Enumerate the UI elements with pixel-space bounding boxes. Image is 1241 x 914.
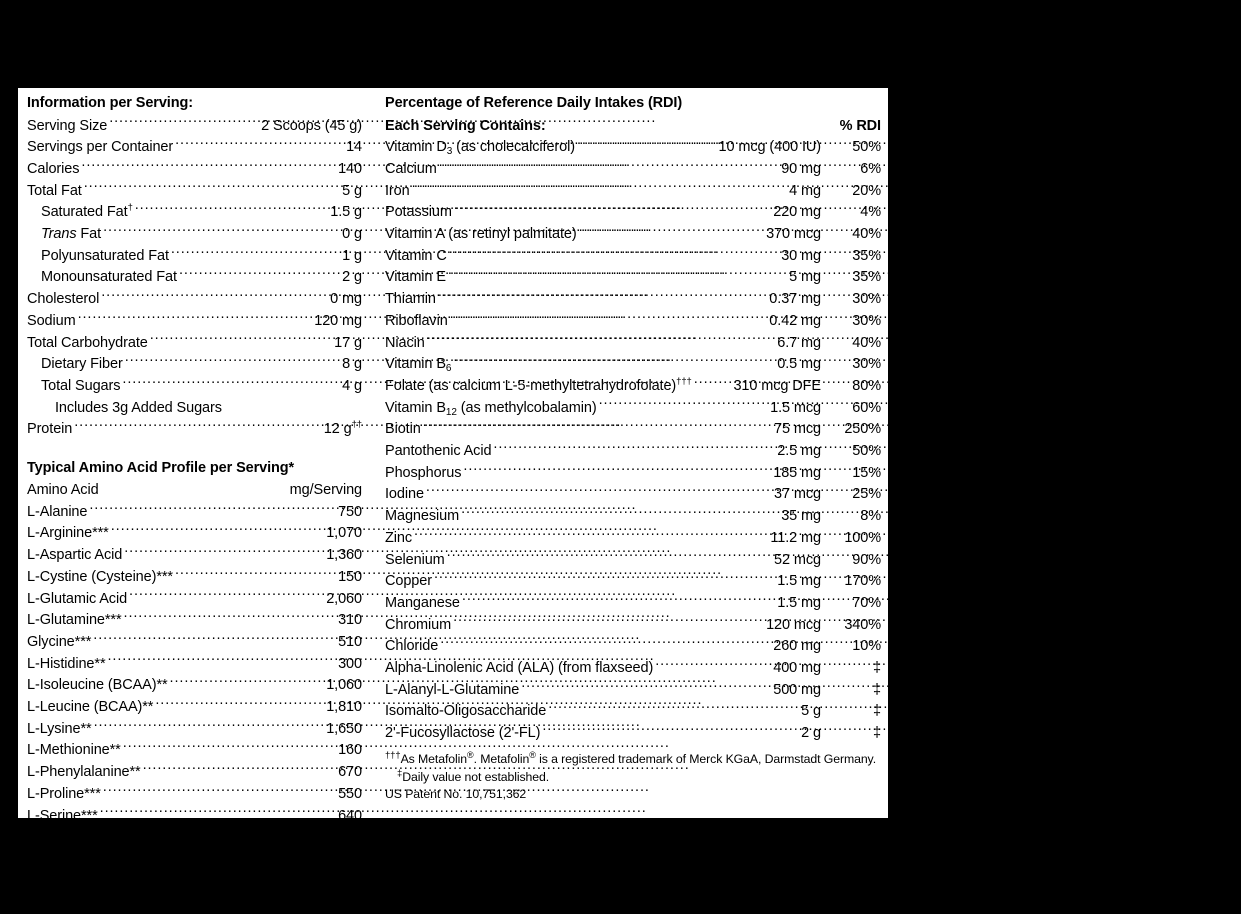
leader-dots: [111, 523, 324, 538]
leader-dots: [438, 289, 767, 304]
rdi-value: 90%: [852, 551, 881, 568]
leader-dots: [450, 310, 768, 325]
nutrient-amount: 150: [338, 568, 362, 585]
rdi-value: 250%: [844, 421, 881, 438]
leader-dots: [426, 484, 772, 499]
rdi-value: ‡: [873, 681, 881, 698]
leader-dots: [135, 202, 329, 217]
rdi-value: 25%: [852, 486, 881, 503]
nutrient-amount: 2 g: [342, 269, 362, 286]
nutrient-label: L-Threonine**: [27, 829, 116, 846]
nutrient-label: Total Carbohydrate: [27, 334, 148, 351]
rdi-value: 10%: [852, 638, 881, 655]
nutrient-amount: 260 mg: [773, 638, 821, 655]
nutrient-label: Servings per Container: [27, 139, 174, 156]
nutrient-amount: 1.5 g: [330, 204, 362, 221]
nutrient-label: Sodium: [27, 312, 76, 329]
registered-trademark-icon: ®: [529, 750, 536, 761]
rdi-value: 70%: [852, 594, 881, 611]
leader-dots: [448, 267, 787, 282]
nutrient-amount: 750: [338, 503, 362, 520]
nutrient-amount: 300: [338, 655, 362, 672]
nutrient-amount: 2 g: [801, 725, 821, 742]
nutrient-amount: 120 mcg: [766, 616, 821, 633]
leader-dots: [74, 419, 322, 434]
nutrient-label: Zinc: [385, 529, 412, 546]
rdi-value: 40%: [852, 334, 881, 351]
nutrient-amount: 2.5 mg: [777, 443, 821, 460]
nutrient-label: Selenium: [385, 551, 445, 568]
nutrient-amount: 1 g: [342, 247, 362, 264]
nutrient-amount: 5 g: [801, 703, 821, 720]
nutrient-label: Niacin: [385, 334, 425, 351]
nutrient-row: [27, 892, 362, 914]
rdi-title: Percentage of Reference Daily Intakes (RDI): [385, 95, 683, 111]
nutrient-label: Serving Size: [27, 117, 108, 134]
nutrient-amount: 5 mg: [789, 269, 821, 286]
nutrient-amount: 4 mg: [789, 182, 821, 199]
nutrient-label: L-Histidine**: [27, 655, 106, 672]
nutrient-amount: 1,650: [326, 720, 362, 737]
leader-dots: [144, 892, 324, 907]
leader-dots: [94, 718, 325, 733]
nutrient-amount: 12 g††: [323, 419, 362, 438]
nutrient-amount: 10 mcg (400 IU): [718, 139, 821, 156]
leader-dots: [440, 636, 771, 651]
nutrient-amount: 75 mcg: [774, 421, 821, 438]
leader-dots: [124, 545, 324, 560]
leader-dots: [100, 805, 336, 820]
italic-term: Trans: [41, 226, 77, 243]
leader-dots: [463, 462, 771, 477]
nutrient-amount: 310: [338, 612, 362, 629]
leader-dots: [548, 115, 821, 130]
nutrient-amount: 17 g: [334, 334, 362, 351]
leader-dots: [412, 180, 788, 195]
nutrient-amount: 640: [338, 807, 362, 824]
nutrient-label: Dietary Fiber: [41, 356, 123, 373]
nutrient-amount: 400 mg: [773, 660, 821, 677]
nutrient-row: [27, 419, 362, 441]
rdi-value: 340%: [844, 616, 881, 633]
leader-dots: [694, 375, 732, 390]
rdi-value: 15%: [852, 464, 881, 481]
nutrient-amount: 1,190: [326, 894, 362, 911]
rdi-value: 40%: [852, 226, 881, 243]
leader-dots: [150, 332, 332, 347]
rdi-value: 30%: [852, 312, 881, 329]
leader-dots: [103, 224, 340, 239]
nutrient-amount: 0.37 mg: [769, 291, 821, 308]
amino-acid-profile-title: Typical Amino Acid Profile per Serving*: [27, 459, 295, 476]
nutrient-amount: 0.42 mg: [769, 312, 821, 329]
nutrient-amount: 90 mg: [781, 160, 821, 177]
nutrient-amount: 0 g: [342, 226, 362, 243]
nutrient-label: L-Glutamic Acid: [27, 590, 128, 607]
leader-dots: [170, 675, 325, 690]
nutrient-amount: 2,060: [326, 590, 362, 607]
nutrient-label: L-Cystine (Cysteine)***: [27, 568, 173, 585]
each-serving-contains-label: Each Serving Contains:: [385, 117, 546, 134]
serving-rows-list: [27, 115, 362, 441]
leader-dots: [78, 310, 313, 325]
nutrient-label: L-Leucine (BCAA)**: [27, 699, 154, 716]
nutrient-label: Vitamin A (as retinyl palmitate): [385, 226, 577, 243]
section-spacer: [27, 441, 362, 458]
nutrient-amount: 1,360: [326, 547, 362, 564]
leader-dots: [155, 697, 324, 712]
leader-dots: [449, 245, 779, 260]
amino-header-label: Amino Acid: [27, 482, 99, 499]
nutrient-amount: 140: [338, 160, 362, 177]
leader-dots: [89, 501, 336, 516]
leader-dots: [125, 849, 337, 864]
leader-dots: [453, 614, 764, 629]
nutrient-amount: 1,060: [326, 677, 362, 694]
amino-rows-list: [27, 501, 362, 913]
nutrient-label: L-Tryptophan**: [27, 851, 123, 867]
subscript: 3: [446, 146, 453, 158]
leader-dots: [81, 158, 336, 173]
rdi-value: 35%: [852, 247, 881, 264]
nutrient-label: L-Methionine**: [27, 742, 121, 759]
footnote-marker: ††: [351, 419, 362, 431]
rdi-value: 30%: [852, 356, 881, 373]
nutrient-label: L-Serine***: [27, 807, 98, 824]
rdi-value: 60%: [852, 399, 881, 416]
subscript: 12: [445, 406, 457, 418]
nutrient-label: Includes 3g Added Sugars: [55, 399, 222, 416]
nutrient-amount: 1,070: [326, 525, 362, 542]
nutrition-facts-panel: [18, 88, 888, 911]
nutrient-amount: 510: [338, 633, 362, 650]
footnote-daily-value-text: Daily value not established.: [402, 769, 550, 784]
leader-dots: [101, 289, 328, 304]
registered-trademark-icon: ®: [467, 750, 474, 761]
nutrient-label: L-Phenylalanine**: [27, 764, 141, 781]
leader-dots: [179, 267, 340, 282]
leader-dots: [447, 549, 772, 564]
nutrient-label: Trans Fat: [41, 226, 102, 243]
leader-dots: [175, 566, 336, 581]
nutrient-amount: 37 mcg: [774, 486, 821, 503]
leader-dots: [439, 158, 780, 173]
nutrient-label: Calories: [27, 160, 80, 177]
leader-dots: [93, 631, 336, 646]
footnote-marker: †††: [676, 376, 692, 388]
nutrient-label: Cholesterol: [27, 291, 100, 308]
leader-dots: [548, 701, 799, 716]
leader-dots: [117, 827, 336, 842]
nutrient-amount: 550: [338, 785, 362, 802]
rdi-value: 8%: [860, 508, 881, 525]
nutrient-amount: 120 mg: [314, 312, 362, 329]
rdi-value: 80%: [852, 377, 881, 394]
nutrient-label: Magnesium: [385, 508, 460, 525]
amino-header-amount: mg/Serving: [289, 482, 362, 499]
nutrient-label: Phosphorus: [385, 464, 462, 481]
leader-dots: [599, 397, 769, 412]
nutrient-amount: 30 mg: [781, 247, 821, 264]
nutrient-label: Saturated Fat†: [41, 202, 133, 221]
nutrient-label: Copper: [385, 573, 432, 590]
nutrient-label: L-Glutamine***: [27, 612, 122, 629]
nutrient-label: L-Lysine**: [27, 720, 92, 737]
footnote-daily-value: [385, 769, 881, 787]
footnote-marker: †: [127, 202, 133, 214]
rdi-value: 100%: [844, 529, 881, 546]
nutrient-amount: 14: [346, 139, 362, 156]
nutrient-amount: 470: [338, 829, 362, 846]
nutrient-amount: 6.7 mg: [777, 334, 821, 351]
nutrient-row: [385, 723, 881, 745]
nutrient-amount: 160: [338, 742, 362, 759]
nutrient-row: [27, 375, 362, 397]
nutrient-label: Iron: [385, 182, 410, 199]
nutrient-label: Iodine: [385, 486, 424, 503]
rdi-value: 20%: [852, 182, 881, 199]
leader-dots: [175, 137, 344, 152]
rdi-value: ‡: [873, 725, 881, 742]
nutrient-label: Alpha-Linolenic Acid (ALA) (from flaxseed): [385, 660, 654, 677]
leader-dots: [423, 419, 772, 434]
nutrient-label: L-Isoleucine (BCAA)**: [27, 677, 168, 694]
nutrient-label: L-Proline***: [27, 785, 101, 802]
leader-dots: [101, 480, 288, 495]
nutrient-label: Biotin: [385, 421, 421, 438]
rdi-value: 6%: [860, 160, 881, 177]
leader-dots: [655, 658, 771, 673]
nutrient-label: Thiamin: [385, 291, 436, 308]
nutrient-amount: 11.2 mg: [770, 529, 821, 546]
rdi-value: ‡: [873, 660, 881, 677]
nutrient-label: Vitamin $B_6$: [385, 356, 452, 375]
nutrient-label: L-Alanyl-L-Glutamine: [385, 681, 520, 698]
nutrient-label: Pantothenic Acid: [385, 443, 492, 460]
nutrient-amount: 0.5 mg: [777, 356, 821, 373]
nutrient-label: Total Fat: [27, 182, 82, 199]
leader-dots: [125, 354, 340, 369]
nutrient-label: Calcium: [385, 160, 437, 177]
leader-dots: [462, 592, 775, 607]
nutrient-label: Total Sugars: [41, 377, 121, 394]
leader-dots: [103, 783, 336, 798]
nutrient-amount: 130: [338, 851, 362, 867]
leader-dots: [453, 354, 775, 369]
rdi-value: 50%: [852, 139, 881, 156]
nutrient-label: L-Arginine***: [27, 525, 109, 542]
nutrient-label: Protein: [27, 421, 73, 438]
leader-dots: [521, 679, 771, 694]
nutrient-label: Vitamin $B_{12}$ (as methylcobalamin): [385, 399, 597, 418]
leader-dots: [109, 115, 259, 130]
nutrient-label: Glycine***: [27, 633, 92, 650]
nutrient-amount: 5 g: [342, 182, 362, 199]
nutrient-amount: 670: [338, 764, 362, 781]
footnote-metafolin-text-b: . Metafolin: [473, 752, 530, 767]
nutrient-amount: 1.5 mg: [777, 594, 821, 611]
nutrient-label: Monounsaturated Fat: [41, 269, 177, 286]
leader-dots: [129, 588, 324, 603]
footnote-patent: US Patent No. 10,751,362: [385, 787, 527, 802]
leader-dots: [577, 137, 717, 152]
nutrient-label: Manganese: [385, 594, 460, 611]
leader-dots: [171, 245, 340, 260]
rdi-column-header: % RDI: [839, 117, 881, 134]
leader-dots: [112, 870, 336, 885]
leader-dots: [579, 224, 765, 239]
nutrient-amount: 310 mcg DFE: [733, 377, 821, 394]
rdi-value: 35%: [852, 269, 881, 286]
leader-dots: [427, 332, 776, 347]
leader-dots: [493, 441, 775, 456]
footnote-marker-triple-dagger: †††: [385, 750, 401, 762]
nutrient-label: L-Valine (BCAA)**: [27, 894, 142, 911]
leader-dots: [143, 762, 337, 777]
nutrient-amount: 1.5 mg: [777, 573, 821, 590]
rdi-value: 30%: [852, 291, 881, 308]
rdi-value: 50%: [852, 443, 881, 460]
footnote-metafolin-text-a: As Metafolin: [400, 752, 468, 767]
nutrient-amount: 2 Scoops (45 g): [261, 117, 362, 134]
nutrient-amount: 370 mcg: [766, 226, 821, 243]
nutrient-label: Chromium: [385, 616, 452, 633]
rdi-rows-list: [385, 137, 881, 745]
nutrient-label: Riboflavin: [385, 312, 448, 329]
nutrient-label: L-Alanine: [27, 503, 88, 520]
footnote-marker-double-dagger: ‡: [397, 767, 403, 779]
nutrient-label: Chloride: [385, 638, 439, 655]
nutrient-label: 2'-Fucosyllactose (2'-FL): [385, 725, 541, 742]
rdi-value: 4%: [860, 204, 881, 221]
nutrient-amount: 0 mg: [330, 291, 362, 308]
footnote-metafolin: [385, 751, 881, 769]
right-column: [385, 93, 881, 804]
nutrient-amount: 220 mg: [773, 204, 821, 221]
rdi-value: ‡: [873, 703, 881, 720]
nutrient-label: Vitamin E: [385, 269, 446, 286]
nutrient-label: Polyunsaturated Fat: [41, 247, 169, 264]
leader-dots: [414, 527, 768, 542]
nutrient-amount: 35 mg: [781, 508, 821, 525]
nutrient-amount: 500 mg: [773, 681, 821, 698]
leader-dots: [224, 397, 360, 412]
leader-dots: [542, 723, 799, 738]
nutrient-label: Vitamin $D_3$ (as cholecalciferol): [385, 139, 575, 158]
leader-dots: [122, 375, 340, 390]
footnote-metafolin-text-c: is a registered trademark of Merck KGaA, Darmstadt Germany.: [535, 752, 877, 767]
two-column-layout: [18, 88, 888, 911]
nutrient-label: Potassium: [385, 204, 452, 221]
leader-dots: [108, 653, 337, 668]
leader-dots: [454, 202, 771, 217]
nutrient-amount: 52 mcg: [774, 551, 821, 568]
left-column: [27, 93, 362, 914]
leader-dots: [84, 180, 340, 195]
nutrient-label: Vitamin C: [385, 247, 447, 264]
nutrient-label: Folate (as calcium L-5-methyltetrahydrofolate)†††: [385, 376, 692, 394]
nutrient-label: Isomalto-Oligosaccharide: [385, 703, 547, 720]
footnotes-block: [385, 751, 881, 804]
leader-dots: [124, 610, 337, 625]
nutrient-amount: 185 mg: [773, 464, 821, 481]
nutrient-amount: 1.5 mcg: [770, 399, 821, 416]
nutrient-label: L-Aspartic Acid: [27, 547, 123, 564]
leader-dots: [123, 740, 336, 755]
information-per-serving-title: Information per Serving:: [27, 95, 193, 111]
nutrient-amount: 490: [338, 872, 362, 889]
nutrient-amount: 1,810: [326, 699, 362, 716]
leader-dots: [434, 571, 775, 586]
nutrient-label: L-Tyrosine***: [27, 872, 111, 889]
nutrient-amount: 8 g: [342, 356, 362, 373]
nutrient-amount: 4 g: [342, 377, 362, 394]
leader-dots: [461, 506, 779, 521]
rdi-value: 170%: [844, 573, 881, 590]
subscript: 6: [445, 363, 452, 375]
